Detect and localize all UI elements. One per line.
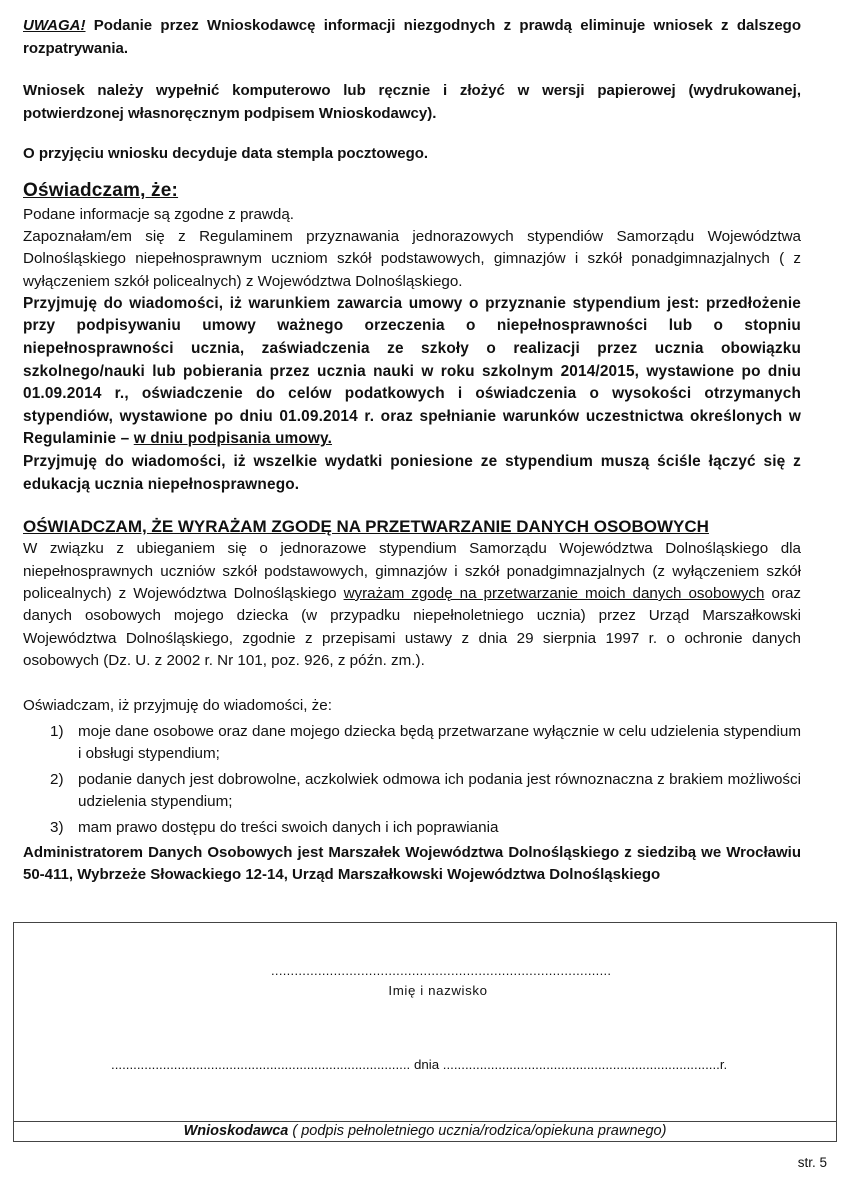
signature-footer-role: Wnioskodawca: [183, 1123, 289, 1139]
name-field-label: Imię i nazwisko: [388, 983, 488, 998]
place-date-line: [111, 1057, 771, 1072]
signature-footer: [13, 1121, 837, 1142]
warning-text: Podanie przez Wnioskodawcę informacji niezgodnych z prawdą eliminuje wniosek z dalszego rozpatrywania.: [23, 17, 801, 57]
signature-footer-note: ( podpis pełnoletniego ucznia/rodzica/opiekuna prawnego): [288, 1123, 667, 1139]
consent-text-1: W związku z ubieganiem się o jednorazowe stypendium Samorządu Województwa Dolnośląskiego dla niepełnosprawnych uczniów szkół podstawowych, gimnazjów i szkół ponadgimnazjalnych (z wyłączeniem szkół policealnych) z Województwa Dolnośląskiego: [23, 540, 801, 602]
consent-text-2: oraz danych osobowych mojego dziecka (w przypadku niepełnoletniego ucznia) przez Urząd Marszałkowski Województwa Dolnośląskiego, zgodnie z przepisami ustawy z dnia 29 sierpnia 1997 r. o ochronie danych osobowych (Dz. U. z 2002 r. Nr 101, poz. 926, z późn. zm.).: [23, 584, 801, 670]
declaration-heading: Oświadczam, że:: [23, 180, 179, 201]
name-field-line[interactable]: .......................................................................................: [271, 963, 611, 978]
instruction-paragraph: Wniosek należy wypełnić komputerowo lub ręcznie i złożyć w wersji papierowej (wydrukowanej, potwierdzonej własnoręcznym podpisem Wnioskodawcy).: [23, 82, 801, 122]
list-item: [23, 769, 801, 813]
date-word: dnia: [410, 1057, 443, 1072]
warning-label: UWAGA!: [23, 17, 86, 34]
declaration-line-regulation: Zapoznałam/em się z Regulaminem przyznawania jednorazowych stypendiów Samorządu Województwa Dolnośląskiego niepełnosprawnym uczniom szkół podstawowych, gimnazjów i szkół ponadgimnazjalnych ( z wyłączeniem szkół policealnych) z Województwa Dolnośląskiego.: [23, 228, 801, 290]
date-field-line[interactable]: ...........................................................................r.: [442, 1057, 728, 1072]
consent-heading: OŚWIADCZAM, ŻE WYRAŻAM ZGODĘ NA PRZETWARZANIE DANYCH OSOBOWYCH: [23, 517, 709, 537]
declaration-expenses: Przyjmuję do wiadomości, iż wszelkie wydatki poniesione ze stypendium muszą ściśle łączyć się z edukacją ucznia niepełnosprawnego.: [23, 452, 801, 493]
list-item-text: moje dane osobowe oraz dane mojego dziecka będą przetwarzane wyłącznie w celu udzielenia stypendium i obsługi stypendium;: [78, 722, 801, 762]
postmark-paragraph: O przyjęciu wniosku decyduje data stempla pocztowego.: [23, 145, 429, 162]
declaration-line-truth: Podane informacje są zgodne z prawdą.: [23, 206, 295, 223]
conditions-text: Przyjmuję do wiadomości, iż warunkiem zawarcia umowy o przyznanie stypendium jest: przedłożenie przy podpisywaniu umowy ważnego orzeczenia o niepełnosprawności lub o stopniu niepełnosprawności ucznia, zaświadczenia ze szkoły o realizacji przez ucznia obowiązku szkolnego/nauki lub pobierania przez ucznia nauki w roku szkolnym 2014/2015, wystawione po dniu 01.09.2014 r., oświadczenie do celów podatkowych i oświadczenia o wysokości otrzymanych stypendiów, wystawione po dniu 01.09.2014 r. oraz spełnianie warunków uczestnictwa określonych w Regulaminie –: [23, 294, 801, 448]
list-item-text: mam prawo dostępu do treści swoich danych i ich poprawiania: [78, 818, 499, 836]
acknowledge-intro: Oświadczam, iż przyjmuję do wiadomości, że:: [23, 696, 332, 714]
administrator-paragraph: Administratorem Danych Osobowych jest Marszałek Województwa Dolnośląskiego z siedzibą we Wrocławiu 50-411, Wybrzeże Słowackiego 12-14, Urząd Marszałkowski Województwa Dolnośląskiego: [23, 843, 801, 883]
list-item: [23, 817, 801, 839]
declaration-conditions: [23, 293, 801, 451]
consent-underlined: wyrażam zgodę na przetwarzanie moich danych osobowych: [343, 584, 765, 602]
warning-paragraph: [23, 14, 801, 60]
document-page: [23, 14, 801, 886]
list-item-number: 3): [50, 818, 64, 836]
consent-paragraph: [23, 538, 801, 672]
list-item-text: podanie danych jest dobrowolne, aczkolwiek odmowa ich podania jest równoznaczna z brakiem możliwości udzielenia stypendium;: [78, 770, 801, 810]
list-item-number: 1): [50, 722, 64, 740]
signature-box: [13, 922, 837, 1121]
list-item: [23, 721, 801, 765]
conditions-underlined: w dniu podpisania umowy.: [133, 430, 333, 448]
list-item-number: 2): [50, 770, 64, 788]
page-number: str. 5: [797, 1155, 827, 1170]
place-field-line[interactable]: .................................................................................: [111, 1057, 411, 1072]
acknowledge-list: [23, 721, 801, 839]
